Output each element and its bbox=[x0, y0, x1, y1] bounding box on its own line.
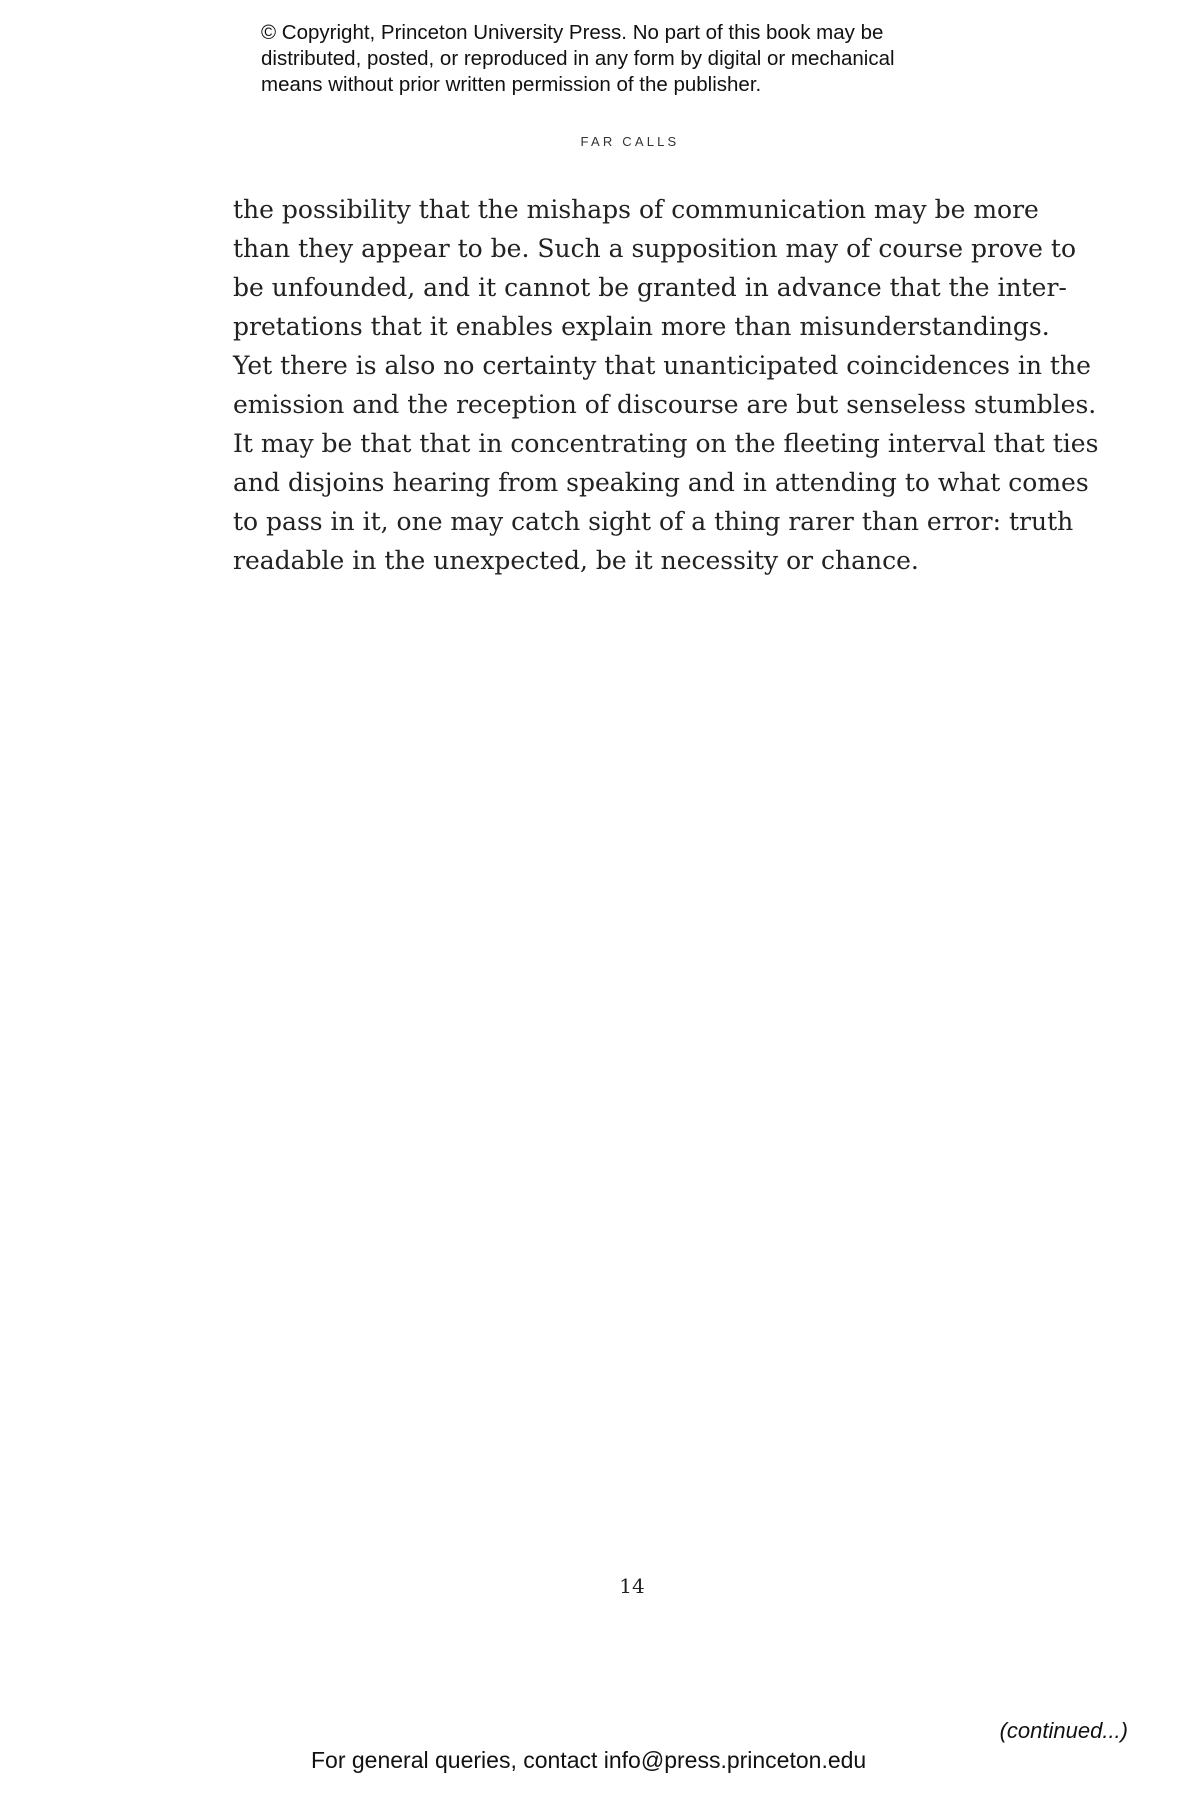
text-line: and disjoins hearing from speaking and in attending to what comes bbox=[233, 468, 1089, 497]
body-paragraph bbox=[233, 190, 1099, 580]
contact-line: For general queries, contact info@press.princeton.edu bbox=[311, 1747, 867, 1773]
continued-note: (continued...) bbox=[999, 1718, 1128, 1743]
text-line: to pass in it, one may catch sight of a thing rarer than error: truth bbox=[233, 507, 1074, 536]
running-head: FAR CALLS bbox=[580, 134, 680, 149]
text-line: Yet there is also no certainty that unanticipated coincidences in the bbox=[233, 351, 1091, 380]
copyright-notice bbox=[261, 20, 981, 98]
copyright-line: distributed, posted, or reproduced in any form by digital or mechanical bbox=[261, 47, 895, 70]
copyright-line: means without prior written permission of the publisher. bbox=[261, 73, 762, 96]
text-line: the possibility that the mishaps of communication may be more bbox=[233, 195, 1039, 224]
text-line: than they appear to be. Such a supposition may of course prove to bbox=[233, 234, 1077, 263]
text-line: pretations that it enables explain more than misunderstandings. bbox=[233, 312, 1050, 341]
text-line: readable in the unexpected, be it necessity or chance. bbox=[233, 546, 919, 575]
text-line: emission and the reception of discourse are but senseless stumbles. bbox=[233, 390, 1097, 419]
page-number: 14 bbox=[619, 1574, 645, 1598]
text-line: It may be that that in concentrating on the fleeting interval that ties bbox=[233, 429, 1099, 458]
text-line: be unfounded, and it cannot be granted in advance that the inter- bbox=[233, 273, 1067, 302]
copyright-line: © Copyright, Princeton University Press. No part of this book may be bbox=[261, 21, 884, 44]
